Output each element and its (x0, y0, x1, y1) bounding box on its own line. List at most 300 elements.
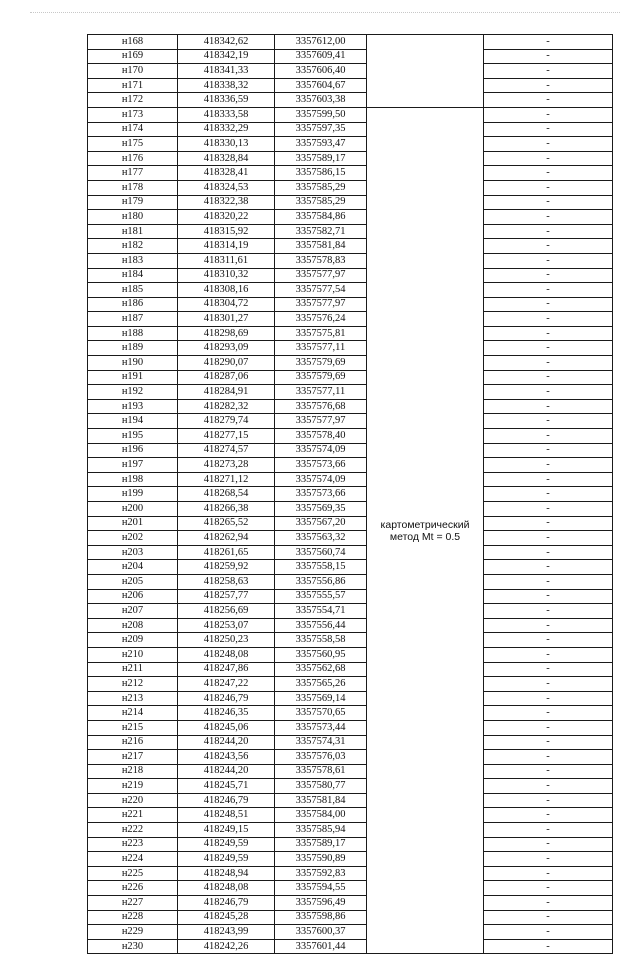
x-coordinate-cell: 418271,12 (178, 472, 275, 487)
table-row (88, 837, 613, 852)
x-coordinate-cell: 418338,32 (178, 78, 275, 93)
x-coordinate-cell: 418253,07 (178, 618, 275, 633)
table-row (88, 735, 613, 750)
y-coordinate-cell: 3357584,86 (275, 210, 367, 225)
y-coordinate-cell: 3357593,47 (275, 137, 367, 152)
table-row (88, 107, 613, 122)
y-coordinate-cell: 3357558,15 (275, 560, 367, 575)
table-row (88, 589, 613, 604)
x-coordinate-cell: 418246,79 (178, 793, 275, 808)
x-coordinate-cell: 418256,69 (178, 604, 275, 619)
x-coordinate-cell: 418298,69 (178, 326, 275, 341)
x-coordinate-cell: 418245,71 (178, 779, 275, 794)
y-coordinate-cell: 3357606,40 (275, 64, 367, 79)
table-row (88, 224, 613, 239)
y-coordinate-cell: 3357603,38 (275, 93, 367, 108)
accuracy-dash-cell: - (484, 633, 613, 648)
point-name-cell: н190 (88, 356, 178, 371)
point-name-cell: н200 (88, 502, 178, 517)
y-coordinate-cell: 3357612,00 (275, 35, 367, 50)
table-row (88, 545, 613, 560)
table-row (88, 166, 613, 181)
point-name-cell: н204 (88, 560, 178, 575)
accuracy-dash-cell: - (484, 735, 613, 750)
x-coordinate-cell: 418293,09 (178, 341, 275, 356)
point-name-cell: н228 (88, 910, 178, 925)
x-coordinate-cell: 418261,65 (178, 545, 275, 560)
point-name-cell: н227 (88, 896, 178, 911)
accuracy-dash-cell: - (484, 589, 613, 604)
point-name-cell: н205 (88, 574, 178, 589)
point-name-cell: н224 (88, 852, 178, 867)
point-name-cell: н176 (88, 151, 178, 166)
point-name-cell: н171 (88, 78, 178, 93)
x-coordinate-cell: 418310,32 (178, 268, 275, 283)
x-coordinate-cell: 418265,52 (178, 516, 275, 531)
point-name-cell: н186 (88, 297, 178, 312)
x-coordinate-cell: 418320,22 (178, 210, 275, 225)
point-name-cell: н185 (88, 283, 178, 298)
x-coordinate-cell: 418324,53 (178, 180, 275, 195)
x-coordinate-cell: 418330,13 (178, 137, 275, 152)
y-coordinate-cell: 3357573,66 (275, 458, 367, 473)
point-name-cell: н220 (88, 793, 178, 808)
y-coordinate-cell: 3357600,37 (275, 925, 367, 940)
x-coordinate-cell: 418268,54 (178, 487, 275, 502)
table-row (88, 151, 613, 166)
x-coordinate-cell: 418246,35 (178, 706, 275, 721)
y-coordinate-cell: 3357604,67 (275, 78, 367, 93)
table-row (88, 502, 613, 517)
point-name-cell: н213 (88, 691, 178, 706)
point-name-cell: н192 (88, 385, 178, 400)
accuracy-dash-cell: - (484, 49, 613, 64)
x-coordinate-cell: 418258,63 (178, 574, 275, 589)
accuracy-dash-cell: - (484, 93, 613, 108)
point-name-cell: н208 (88, 618, 178, 633)
table-row (88, 326, 613, 341)
y-coordinate-cell: 3357577,97 (275, 297, 367, 312)
x-coordinate-cell: 418332,29 (178, 122, 275, 137)
y-coordinate-cell: 3357555,57 (275, 589, 367, 604)
x-coordinate-cell: 418328,41 (178, 166, 275, 181)
point-name-cell: н197 (88, 458, 178, 473)
point-name-cell: н218 (88, 764, 178, 779)
x-coordinate-cell: 418315,92 (178, 224, 275, 239)
point-name-cell: н177 (88, 166, 178, 181)
table-row (88, 779, 613, 794)
table-row (88, 618, 613, 633)
x-coordinate-cell: 418314,19 (178, 239, 275, 254)
table-row (88, 283, 613, 298)
accuracy-dash-cell: - (484, 107, 613, 122)
x-coordinate-cell: 418250,23 (178, 633, 275, 648)
accuracy-dash-cell: - (484, 677, 613, 692)
x-coordinate-cell: 418246,79 (178, 691, 275, 706)
table-row (88, 370, 613, 385)
x-coordinate-cell: 418248,51 (178, 808, 275, 823)
table-row (88, 866, 613, 881)
point-name-cell: н216 (88, 735, 178, 750)
y-coordinate-cell: 3357567,20 (275, 516, 367, 531)
accuracy-dash-cell: - (484, 122, 613, 137)
table-row (88, 93, 613, 108)
x-coordinate-cell: 418301,27 (178, 312, 275, 327)
y-coordinate-cell: 3357560,74 (275, 545, 367, 560)
method-cell (367, 107, 484, 953)
y-coordinate-cell: 3357574,09 (275, 472, 367, 487)
x-coordinate-cell: 418257,77 (178, 589, 275, 604)
y-coordinate-cell: 3357599,50 (275, 107, 367, 122)
table-row (88, 443, 613, 458)
accuracy-dash-cell: - (484, 793, 613, 808)
point-name-cell: н201 (88, 516, 178, 531)
accuracy-dash-cell: - (484, 618, 613, 633)
y-coordinate-cell: 3357574,31 (275, 735, 367, 750)
x-coordinate-cell: 418245,28 (178, 910, 275, 925)
accuracy-dash-cell: - (484, 326, 613, 341)
x-coordinate-cell: 418243,99 (178, 925, 275, 940)
point-name-cell: н172 (88, 93, 178, 108)
accuracy-dash-cell: - (484, 239, 613, 254)
accuracy-dash-cell: - (484, 925, 613, 940)
table-row (88, 195, 613, 210)
y-coordinate-cell: 3357601,44 (275, 939, 367, 954)
y-coordinate-cell: 3357580,77 (275, 779, 367, 794)
accuracy-dash-cell: - (484, 560, 613, 575)
accuracy-dash-cell: - (484, 823, 613, 838)
accuracy-dash-cell: - (484, 224, 613, 239)
method-cell-blank (367, 35, 484, 108)
accuracy-dash-cell: - (484, 283, 613, 298)
point-name-cell: н222 (88, 823, 178, 838)
x-coordinate-cell: 418342,19 (178, 49, 275, 64)
x-coordinate-cell: 418248,08 (178, 881, 275, 896)
y-coordinate-cell: 3357576,68 (275, 399, 367, 414)
y-coordinate-cell: 3357577,97 (275, 414, 367, 429)
table-row (88, 312, 613, 327)
accuracy-dash-cell: - (484, 691, 613, 706)
x-coordinate-cell: 418247,86 (178, 662, 275, 677)
point-name-cell: н169 (88, 49, 178, 64)
accuracy-dash-cell: - (484, 151, 613, 166)
table-row (88, 633, 613, 648)
point-name-cell: н225 (88, 866, 178, 881)
point-name-cell: н210 (88, 647, 178, 662)
accuracy-dash-cell: - (484, 297, 613, 312)
y-coordinate-cell: 3357578,61 (275, 764, 367, 779)
y-coordinate-cell: 3357573,66 (275, 487, 367, 502)
y-coordinate-cell: 3357565,26 (275, 677, 367, 692)
accuracy-dash-cell: - (484, 545, 613, 560)
accuracy-dash-cell: - (484, 881, 613, 896)
x-coordinate-cell: 418246,79 (178, 896, 275, 911)
table-row (88, 253, 613, 268)
point-name-cell: н226 (88, 881, 178, 896)
point-name-cell: н215 (88, 720, 178, 735)
y-coordinate-cell: 3357573,44 (275, 720, 367, 735)
point-name-cell: н195 (88, 429, 178, 444)
point-name-cell: н212 (88, 677, 178, 692)
point-name-cell: н221 (88, 808, 178, 823)
y-coordinate-cell: 3357579,69 (275, 370, 367, 385)
accuracy-dash-cell: - (484, 137, 613, 152)
table-row (88, 691, 613, 706)
accuracy-dash-cell: - (484, 312, 613, 327)
point-name-cell: н230 (88, 939, 178, 954)
point-name-cell: н194 (88, 414, 178, 429)
y-coordinate-cell: 3357597,35 (275, 122, 367, 137)
table-row (88, 750, 613, 765)
accuracy-dash-cell: - (484, 604, 613, 619)
table-row (88, 939, 613, 954)
x-coordinate-cell: 418290,07 (178, 356, 275, 371)
accuracy-dash-cell: - (484, 720, 613, 735)
accuracy-dash-cell: - (484, 502, 613, 517)
y-coordinate-cell: 3357577,11 (275, 385, 367, 400)
table-row (88, 808, 613, 823)
accuracy-dash-cell: - (484, 180, 613, 195)
table-row (88, 239, 613, 254)
accuracy-dash-cell: - (484, 472, 613, 487)
table-row (88, 647, 613, 662)
point-name-cell: н183 (88, 253, 178, 268)
x-coordinate-cell: 418282,32 (178, 399, 275, 414)
table-row (88, 910, 613, 925)
y-coordinate-cell: 3357590,89 (275, 852, 367, 867)
coordinates-table-body (88, 35, 613, 954)
method-label-line1: картометрический (380, 518, 470, 531)
point-name-cell: н206 (88, 589, 178, 604)
accuracy-dash-cell: - (484, 939, 613, 954)
point-name-cell: н191 (88, 370, 178, 385)
accuracy-dash-cell: - (484, 341, 613, 356)
x-coordinate-cell: 418308,16 (178, 283, 275, 298)
y-coordinate-cell: 3357575,81 (275, 326, 367, 341)
x-coordinate-cell: 418244,20 (178, 735, 275, 750)
y-coordinate-cell: 3357556,86 (275, 574, 367, 589)
accuracy-dash-cell: - (484, 356, 613, 371)
point-name-cell: н202 (88, 531, 178, 546)
table-row (88, 356, 613, 371)
accuracy-dash-cell: - (484, 78, 613, 93)
point-name-cell: н196 (88, 443, 178, 458)
table-row (88, 78, 613, 93)
y-coordinate-cell: 3357569,14 (275, 691, 367, 706)
x-coordinate-cell: 418242,26 (178, 939, 275, 954)
y-coordinate-cell: 3357577,11 (275, 341, 367, 356)
table-row (88, 180, 613, 195)
table-row (88, 574, 613, 589)
accuracy-dash-cell: - (484, 662, 613, 677)
accuracy-dash-cell: - (484, 253, 613, 268)
point-name-cell: н214 (88, 706, 178, 721)
x-coordinate-cell: 418266,38 (178, 502, 275, 517)
x-coordinate-cell: 418284,91 (178, 385, 275, 400)
accuracy-dash-cell: - (484, 458, 613, 473)
x-coordinate-cell: 418249,59 (178, 837, 275, 852)
y-coordinate-cell: 3357594,55 (275, 881, 367, 896)
point-name-cell: н189 (88, 341, 178, 356)
x-coordinate-cell: 418249,59 (178, 852, 275, 867)
page-top-rule (30, 12, 620, 13)
table-row (88, 793, 613, 808)
point-name-cell: н199 (88, 487, 178, 502)
table-row (88, 49, 613, 64)
accuracy-dash-cell: - (484, 429, 613, 444)
accuracy-dash-cell: - (484, 210, 613, 225)
table-row (88, 297, 613, 312)
y-coordinate-cell: 3357584,00 (275, 808, 367, 823)
accuracy-dash-cell: - (484, 574, 613, 589)
table-row (88, 414, 613, 429)
y-coordinate-cell: 3357574,09 (275, 443, 367, 458)
point-name-cell: н174 (88, 122, 178, 137)
accuracy-dash-cell: - (484, 516, 613, 531)
y-coordinate-cell: 3357609,41 (275, 49, 367, 64)
table-row (88, 341, 613, 356)
point-name-cell: н193 (88, 399, 178, 414)
y-coordinate-cell: 3357570,65 (275, 706, 367, 721)
y-coordinate-cell: 3357598,86 (275, 910, 367, 925)
x-coordinate-cell: 418287,06 (178, 370, 275, 385)
accuracy-dash-cell: - (484, 852, 613, 867)
point-name-cell: н168 (88, 35, 178, 50)
y-coordinate-cell: 3357558,58 (275, 633, 367, 648)
x-coordinate-cell: 418341,33 (178, 64, 275, 79)
table-row (88, 531, 613, 546)
y-coordinate-cell: 3357585,29 (275, 195, 367, 210)
x-coordinate-cell: 418262,94 (178, 531, 275, 546)
accuracy-dash-cell: - (484, 910, 613, 925)
y-coordinate-cell: 3357589,17 (275, 151, 367, 166)
table-row (88, 268, 613, 283)
x-coordinate-cell: 418248,08 (178, 647, 275, 662)
accuracy-dash-cell: - (484, 399, 613, 414)
x-coordinate-cell: 418244,20 (178, 764, 275, 779)
point-name-cell: н229 (88, 925, 178, 940)
x-coordinate-cell: 418247,22 (178, 677, 275, 692)
accuracy-dash-cell: - (484, 531, 613, 546)
x-coordinate-cell: 418277,15 (178, 429, 275, 444)
table-row (88, 662, 613, 677)
x-coordinate-cell: 418248,94 (178, 866, 275, 881)
y-coordinate-cell: 3357556,44 (275, 618, 367, 633)
point-name-cell: н219 (88, 779, 178, 794)
table-row (88, 458, 613, 473)
x-coordinate-cell: 418304,72 (178, 297, 275, 312)
table-row (88, 487, 613, 502)
point-name-cell: н188 (88, 326, 178, 341)
point-name-cell: н198 (88, 472, 178, 487)
accuracy-dash-cell: - (484, 750, 613, 765)
point-name-cell: н217 (88, 750, 178, 765)
y-coordinate-cell: 3357563,32 (275, 531, 367, 546)
accuracy-dash-cell: - (484, 837, 613, 852)
point-name-cell: н178 (88, 180, 178, 195)
accuracy-dash-cell: - (484, 166, 613, 181)
table-row (88, 210, 613, 225)
table-row (88, 706, 613, 721)
point-name-cell: н207 (88, 604, 178, 619)
accuracy-dash-cell: - (484, 647, 613, 662)
x-coordinate-cell: 418243,56 (178, 750, 275, 765)
accuracy-dash-cell: - (484, 370, 613, 385)
point-name-cell: н182 (88, 239, 178, 254)
accuracy-dash-cell: - (484, 896, 613, 911)
y-coordinate-cell: 3357589,17 (275, 837, 367, 852)
table-row (88, 764, 613, 779)
accuracy-dash-cell: - (484, 385, 613, 400)
y-coordinate-cell: 3357581,84 (275, 239, 367, 254)
point-name-cell: н179 (88, 195, 178, 210)
x-coordinate-cell: 418322,38 (178, 195, 275, 210)
table-row (88, 385, 613, 400)
table-row (88, 64, 613, 79)
y-coordinate-cell: 3357582,71 (275, 224, 367, 239)
x-coordinate-cell: 418333,58 (178, 107, 275, 122)
accuracy-dash-cell: - (484, 808, 613, 823)
y-coordinate-cell: 3357578,40 (275, 429, 367, 444)
accuracy-dash-cell: - (484, 443, 613, 458)
accuracy-dash-cell: - (484, 487, 613, 502)
point-name-cell: н187 (88, 312, 178, 327)
point-name-cell: н203 (88, 545, 178, 560)
y-coordinate-cell: 3357577,54 (275, 283, 367, 298)
point-name-cell: н175 (88, 137, 178, 152)
table-row (88, 122, 613, 137)
accuracy-dash-cell: - (484, 64, 613, 79)
y-coordinate-cell: 3357579,69 (275, 356, 367, 371)
point-name-cell: н223 (88, 837, 178, 852)
table-row (88, 677, 613, 692)
y-coordinate-cell: 3357560,95 (275, 647, 367, 662)
table-row (88, 604, 613, 619)
table-row (88, 881, 613, 896)
table-row (88, 560, 613, 575)
table-row (88, 720, 613, 735)
table-row (88, 137, 613, 152)
point-name-cell: н209 (88, 633, 178, 648)
y-coordinate-cell: 3357581,84 (275, 793, 367, 808)
point-name-cell: н211 (88, 662, 178, 677)
point-name-cell: н181 (88, 224, 178, 239)
point-name-cell: н170 (88, 64, 178, 79)
x-coordinate-cell: 418342,62 (178, 35, 275, 50)
table-row (88, 429, 613, 444)
table-row (88, 896, 613, 911)
x-coordinate-cell: 418328,84 (178, 151, 275, 166)
y-coordinate-cell: 3357576,24 (275, 312, 367, 327)
x-coordinate-cell: 418259,92 (178, 560, 275, 575)
y-coordinate-cell: 3357592,83 (275, 866, 367, 881)
accuracy-dash-cell: - (484, 706, 613, 721)
y-coordinate-cell: 3357577,97 (275, 268, 367, 283)
y-coordinate-cell: 3357586,15 (275, 166, 367, 181)
point-name-cell: н180 (88, 210, 178, 225)
accuracy-dash-cell: - (484, 268, 613, 283)
table-row (88, 399, 613, 414)
coordinates-table (87, 34, 613, 954)
table-row (88, 852, 613, 867)
method-label-line2: метод Mt = 0.5 (389, 530, 461, 543)
accuracy-dash-cell: - (484, 866, 613, 881)
accuracy-dash-cell: - (484, 35, 613, 50)
y-coordinate-cell: 3357569,35 (275, 502, 367, 517)
y-coordinate-cell: 3357578,83 (275, 253, 367, 268)
x-coordinate-cell: 418311,61 (178, 253, 275, 268)
x-coordinate-cell: 418274,57 (178, 443, 275, 458)
